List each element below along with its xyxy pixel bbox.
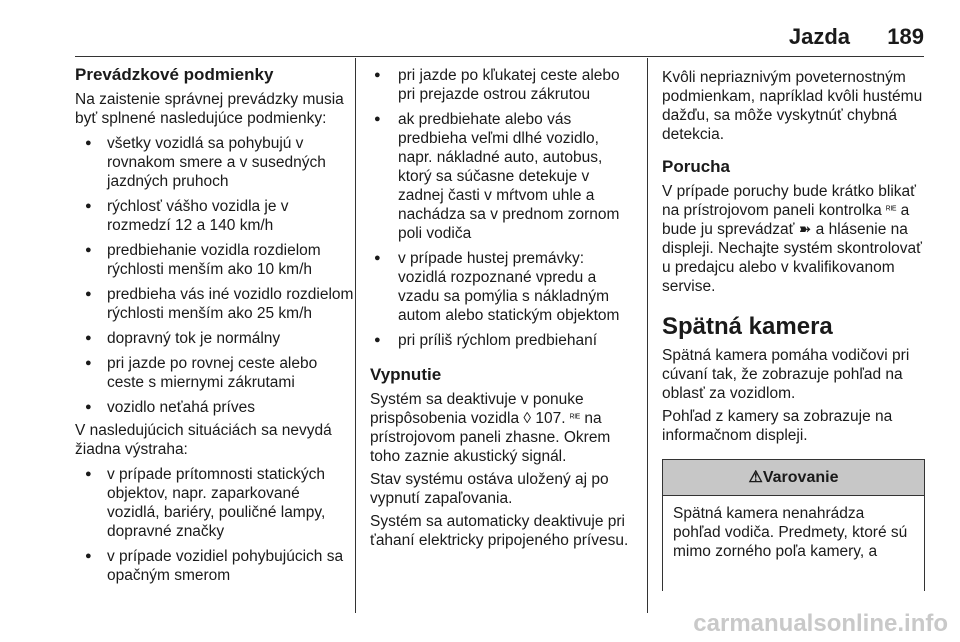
column-divider-2 [647,58,648,613]
rear-camera-heading: Spätná kamera [662,313,833,340]
side-blind-spot-icon: ᴿᴵᴱ [886,205,897,216]
camera-paragraph-1: Spätná kamera pomáha vodičovi pri cúvaní tak, že zobrazuje pohľad na oblasť za vozidlom. [662,347,910,402]
list-item: ● v prípade hustej premávky: vozidlá rozpoznané vpredu a vzadu sa pomýlia s nákladným autom alebo statickým objektom [370,249,635,325]
conditions-intro: Na zaistenie správnej prevádzky musia byť splnené nasledujúce podmienky: [75,91,344,127]
operating-conditions-heading: Prevádzkové podmienky [75,65,274,84]
column-divider-1 [355,58,356,613]
warning-text: Spätná kamera nenahrádza pohľad vodiča. Predmety, ktoré sú mimo zorného poľa kamery, a [673,505,908,560]
column-1 [75,58,355,585]
weather-paragraph: Kvôli nepriaznivým poveternostným podmienkam, napríklad kvôli hustému dažďu, sa môže vyskytnúť chybná detekcia. [662,69,923,143]
column-2 [370,58,635,550]
fault-heading: Porucha [662,157,731,176]
list-item: ● dopravný tok je normálny [75,329,355,348]
list-item: ● predbiehanie vozidla rozdielom rýchlosti menším ako 10 km/h [75,241,355,279]
page-reference: 107. [531,410,570,427]
list-item: ● v prípade vozidiel pohybujúcich sa opačným smerom [75,547,355,585]
page-number: 189 [887,24,924,49]
text-span: na prístrojovom paneli zhasne. Okrem toho zaznie akustický signál. [370,410,611,465]
text-span: Systém sa deaktivuje v ponuke prispôsobenia vozidla [370,391,584,427]
no-warning-list-continued [370,66,635,350]
list-item: ● pri jazde po rovnej ceste alebo ceste s miernymi zákrutami [75,354,355,392]
state-paragraph: Stav systému ostáva uložený aj po vypnutí zapaľovania. [370,471,609,507]
list-item: ● v prípade prítomnosti statických objektov, napr. zaparkované vozidlá, bariéry, pouličné lampy, dopravné značky [75,465,355,541]
text-span: V prípade poruchy bude krátko blikať na prístrojovom paneli kontrolka [662,183,916,219]
section-title: Jazda [788,24,850,49]
no-warning-list [75,465,355,585]
list-item: ● predbieha vás iné vozidlo rozdielom rýchlosti menším ako 25 km/h [75,285,355,323]
trailer-paragraph: Systém sa automaticky deaktivuje pri ťahaní elektricky pripojeného prívesu. [370,513,629,549]
conditions-list [75,134,355,417]
header-rule [75,56,924,57]
deactivation-heading: Vypnutie [370,365,442,384]
chime-icon: ➽ [798,221,812,238]
text-span: a bude ju sprevádzať [662,202,910,238]
warning-header [663,460,924,496]
page-header [0,0,960,58]
page-reference-arrow-icon: ◊ [523,410,532,427]
list-item: ● všetky vozidlá sa pohybujú v rovnakom smere a v susedných jazdných pruhoch [75,134,355,191]
list-item: ● vozidlo neťahá príves [75,398,355,417]
warning-triangle-icon: ⚠ [748,469,763,486]
camera-paragraph-2: Pohľad z kamery sa zobrazuje na informačnom displeji. [662,408,893,444]
column-3 [662,58,927,591]
watermark: carmanualsonline.info [693,610,948,637]
no-warning-intro: V nasledujúcich situáciách sa nevydá žiadna výstraha: [75,422,332,458]
deactivation-paragraph [370,390,635,466]
fault-paragraph [662,182,927,296]
list-item: ● ak predbiehate alebo vás predbieha veľmi dlhé vozidlo, napr. nákladné auto, autobus, ktorý sa súčasne detekuje v zadnej časti v mŕtvom uhle a nachádza sa v prednom zornom poli vodiča [370,110,635,243]
warning-title: Varovanie [762,469,839,486]
list-item: ● pri jazde po kľukatej ceste alebo pri prejazde ostrou zákrutou [370,66,635,104]
list-item: ● rýchlosť vášho vozidla je v rozmedzí 12 a 140 km/h [75,197,355,235]
side-blind-spot-icon: ᴿᴵᴱ [569,413,581,424]
text-span: a hlásenie na displeji. Nechajte systém skontrolovať u predajcu alebo v kvalifikovanom servise. [662,221,922,295]
list-item: ● pri príliš rýchlom predbiehaní [370,331,635,350]
warning-box [662,459,925,591]
